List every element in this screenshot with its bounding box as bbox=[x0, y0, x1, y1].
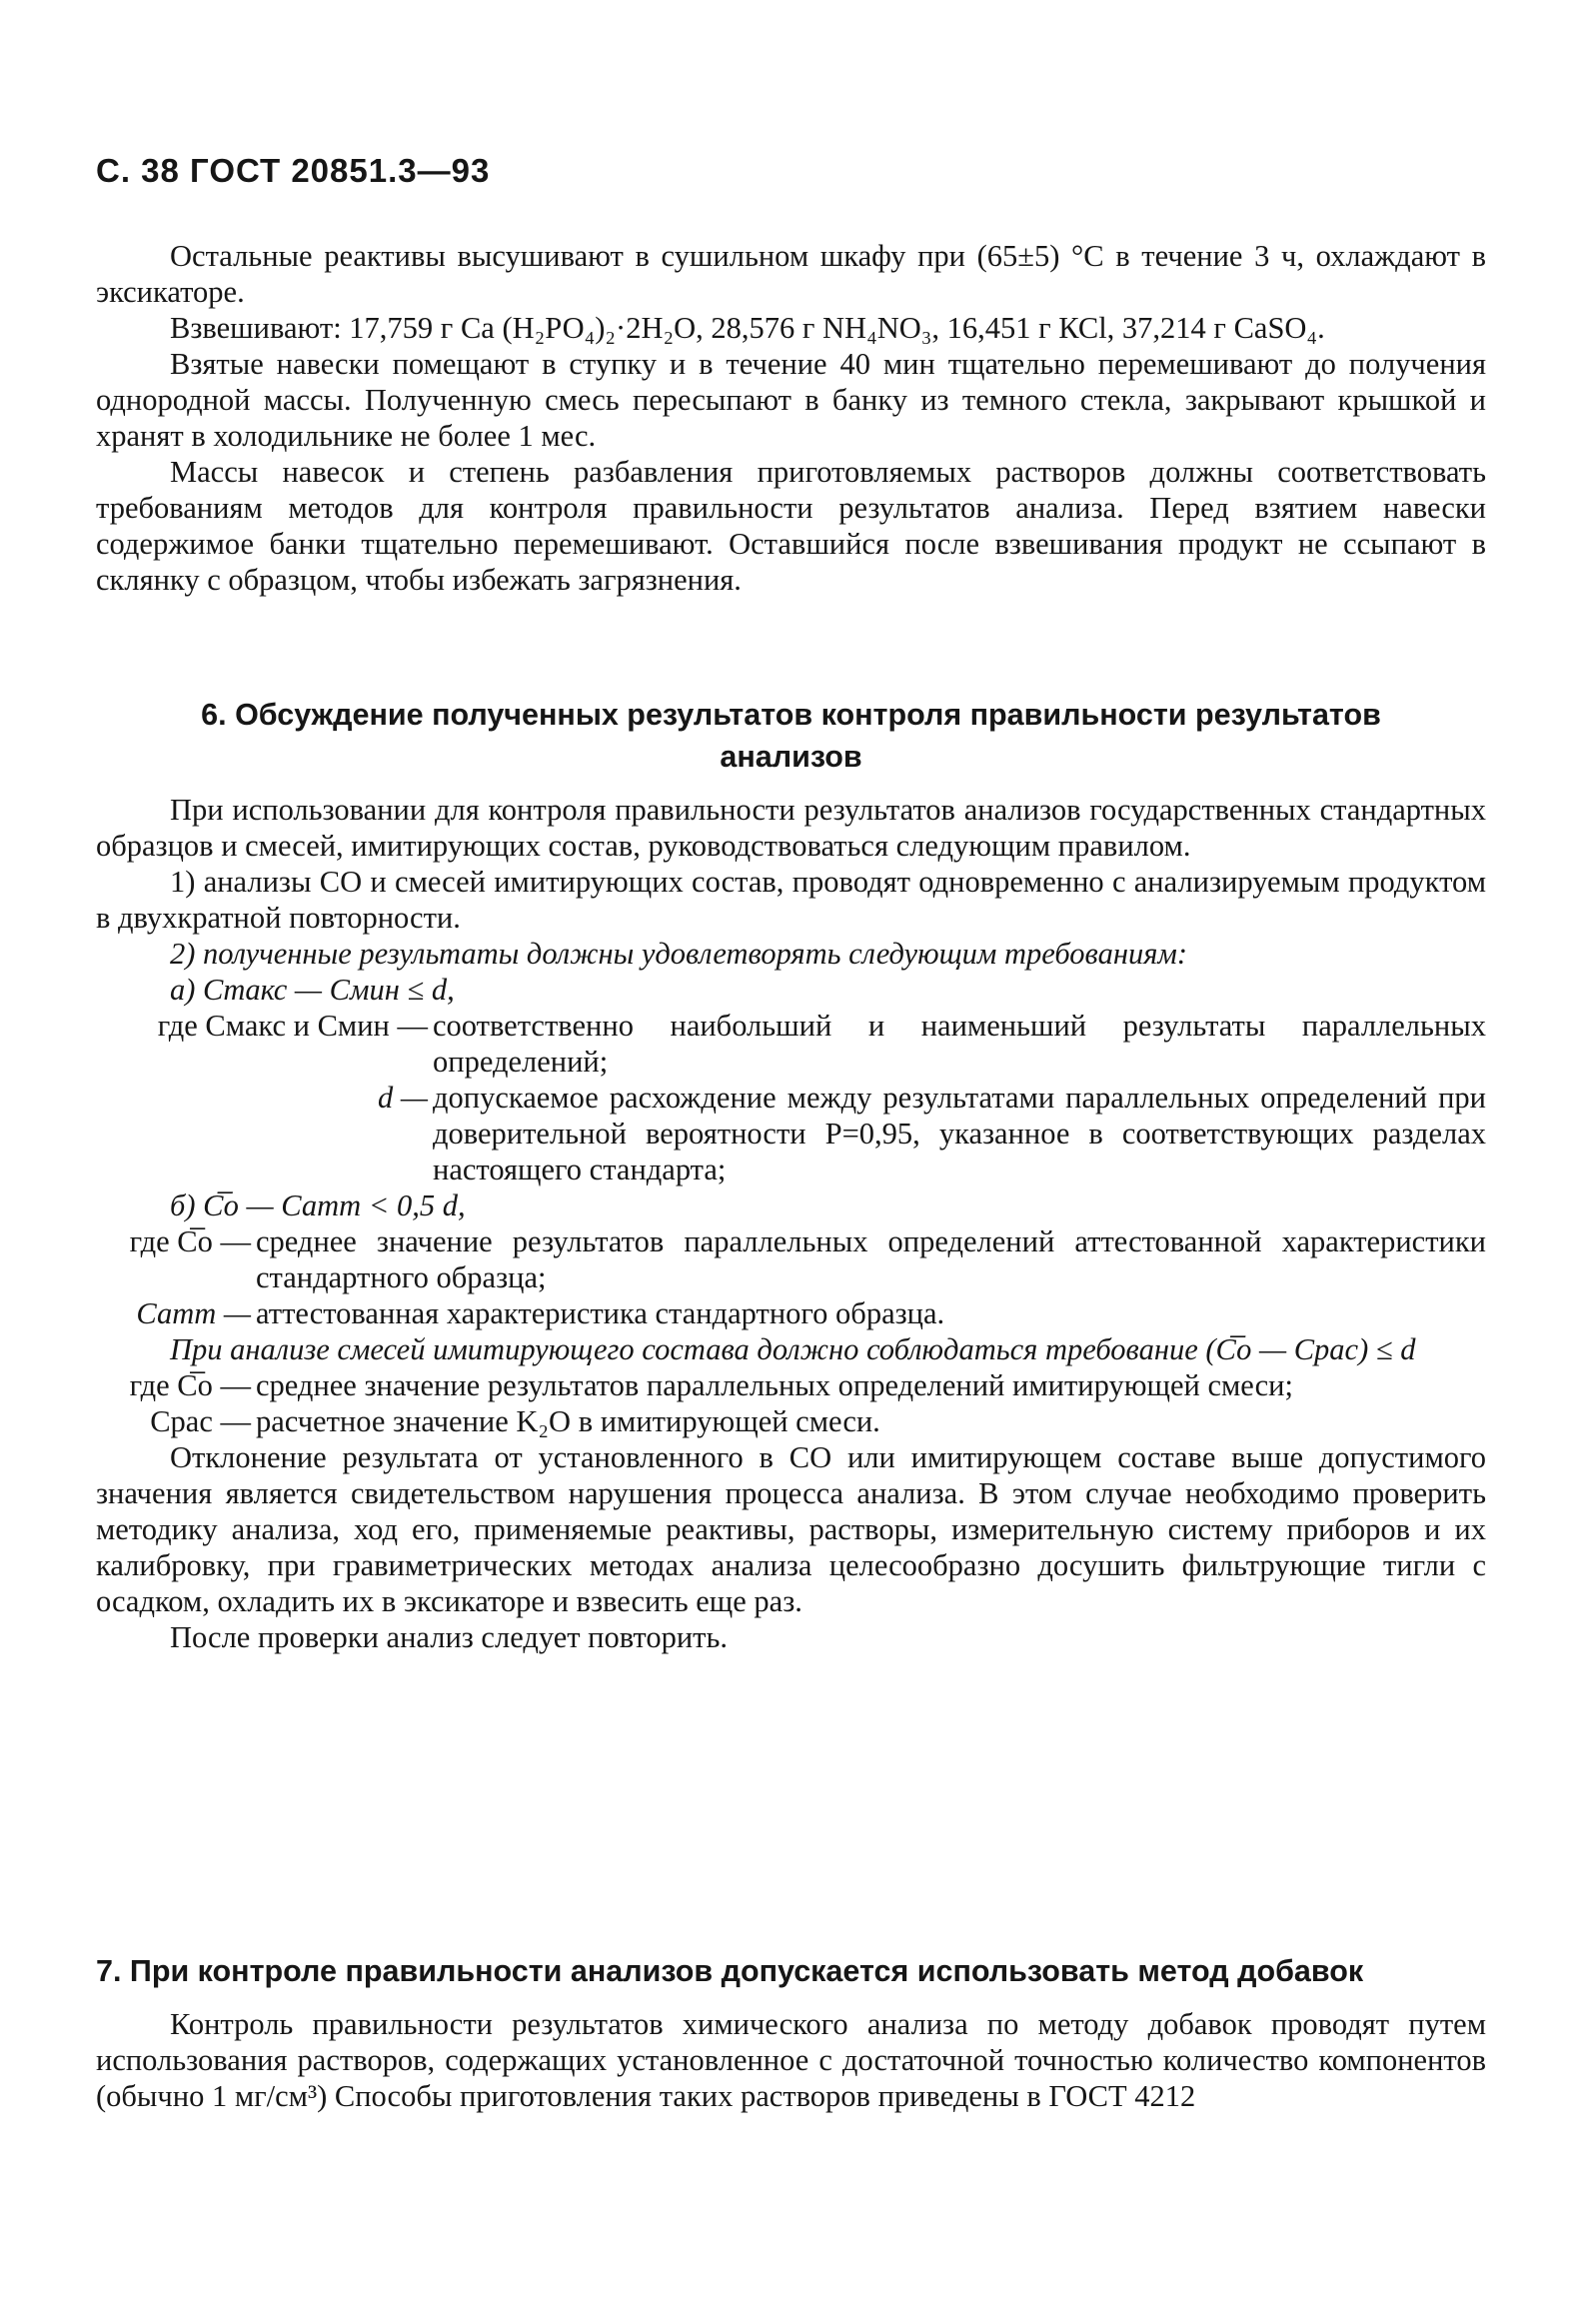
where-label: где Смакс и Смин — bbox=[157, 1009, 428, 1043]
paragraph-weighing: Взвешивают: 17,759 г Са (Н₂РО₄)₂·2Н₂О, 28,576 г NH₄NO₃, 16,451 г КСl, 37,214 г CaSO₄. bbox=[170, 311, 1325, 345]
intro-block bbox=[96, 238, 1486, 598]
formula-a: а) Сmакс — Смин ≤ d, bbox=[170, 973, 455, 1007]
section-6-title: 6. Обсуждение полученных результатов контроля правильности результатов анализов bbox=[201, 698, 1381, 774]
requirement-item-1: 1) анализы СО и смесей имитирующих состав, проводят одновременно с анализируемым продуктом в двухкратной повторности. bbox=[96, 865, 1486, 935]
where-text: аттестованная характеристика стандартного образца. bbox=[256, 1296, 945, 1330]
section-6 bbox=[96, 694, 1486, 1655]
where-label: Срас — bbox=[150, 1404, 251, 1438]
where-text: среднее значение результатов параллельных определений имитирующей смеси; bbox=[256, 1368, 1293, 1402]
mixture-requirement: При анализе смесей имитирующего состава должно соблюдаться требование (С̅о — Срас) ≤ d bbox=[170, 1332, 1416, 1366]
deviation-paragraph: Отклонение результата от установленного в СО или имитирующем составе выше допустимого значения является свидетельством нарушения процесса анализа. В этом случае необходимо проверить методику анализа, ход его, применяемые реактивы, растворы, измерительную систему приборов и их калибровку, при гравиметрических методах анализа целесообразно досушить фильтрующие тигли с осадком, охладить их в эксикаторе и взвесить еще раз. bbox=[96, 1440, 1486, 1618]
where-label: d — bbox=[378, 1081, 428, 1115]
where-text: допускаемое расхождение между результатами параллельных определений при доверительной вероятности Р=0,95, указанное в соответствующих разделах настоящего стандарта; bbox=[433, 1081, 1486, 1186]
section-7-title: 7. При контроле правильности анализов допускается использовать метод добавок bbox=[96, 1954, 1364, 1988]
paragraph-masses: Массы навесок и степень разбавления приготовляемых растворов должны соответствовать требованиям методов для контроля правильности результатов анализа. Перед взятием навески содержимое банки тщательно перемешивают. Оставшийся после взвешивания продукт не ссыпают в склянку с образцом, чтобы избежать загрязнения. bbox=[96, 455, 1486, 597]
where-c-row-2 bbox=[96, 1403, 1486, 1439]
page-header: С. 38 ГОСТ 20851.3—93 bbox=[96, 152, 491, 189]
where-b-row-2 bbox=[96, 1295, 1486, 1331]
where-text: расчетное значение K₂O в имитирующей смеси. bbox=[256, 1404, 880, 1438]
formula-b: б) С̅о — Сатт < 0,5 d, bbox=[170, 1188, 466, 1222]
where-a-row-2 bbox=[96, 1080, 1486, 1187]
where-label: где С̅о — bbox=[129, 1368, 251, 1402]
section-7-text: Контроль правильности результатов химического анализа по методу добавок проводят путем использования растворов, содержащих установленное с достаточной точностью количество компонентов (обычно 1 мг/см³) Способы приготовления таких растворов приведены в ГОСТ 4212 bbox=[96, 2007, 1486, 2113]
where-label: Сатт — bbox=[136, 1296, 251, 1330]
section-7 bbox=[96, 1950, 1486, 2114]
where-c-row-1 bbox=[96, 1367, 1486, 1403]
paragraph-mixing: Взятые навески помещают в ступку и в течение 40 мин тщательно перемешивают до получения однородной массы. Полученную смесь пересыпают в банку из темного стекла, закрывают крышкой и хранят в холодильнике не более 1 мес. bbox=[96, 347, 1486, 453]
where-b-row-1 bbox=[96, 1223, 1486, 1295]
requirement-item-2: 2) полученные результаты должны удовлетворять следующим требованиям: bbox=[170, 937, 1187, 971]
where-label: где С̅о — bbox=[129, 1224, 251, 1258]
where-text: соответственно наибольший и наименьший результаты параллельных определений; bbox=[433, 1009, 1486, 1079]
where-a-row-1 bbox=[96, 1008, 1486, 1080]
where-text: среднее значение результатов параллельных определений аттестованной характеристики стандартного образца; bbox=[256, 1224, 1486, 1294]
section-6-intro: При использовании для контроля правильности результатов анализов государственных стандартных образцов и смесей, имитирующих состав, руководствоваться следующим правилом. bbox=[96, 793, 1486, 863]
paragraph-drying: Остальные реактивы высушивают в сушильном шкафу при (65±5) °С в течение 3 ч, охлаждают в эксикаторе. bbox=[96, 239, 1486, 309]
repeat-paragraph: После проверки анализ следует повторить. bbox=[170, 1620, 729, 1654]
